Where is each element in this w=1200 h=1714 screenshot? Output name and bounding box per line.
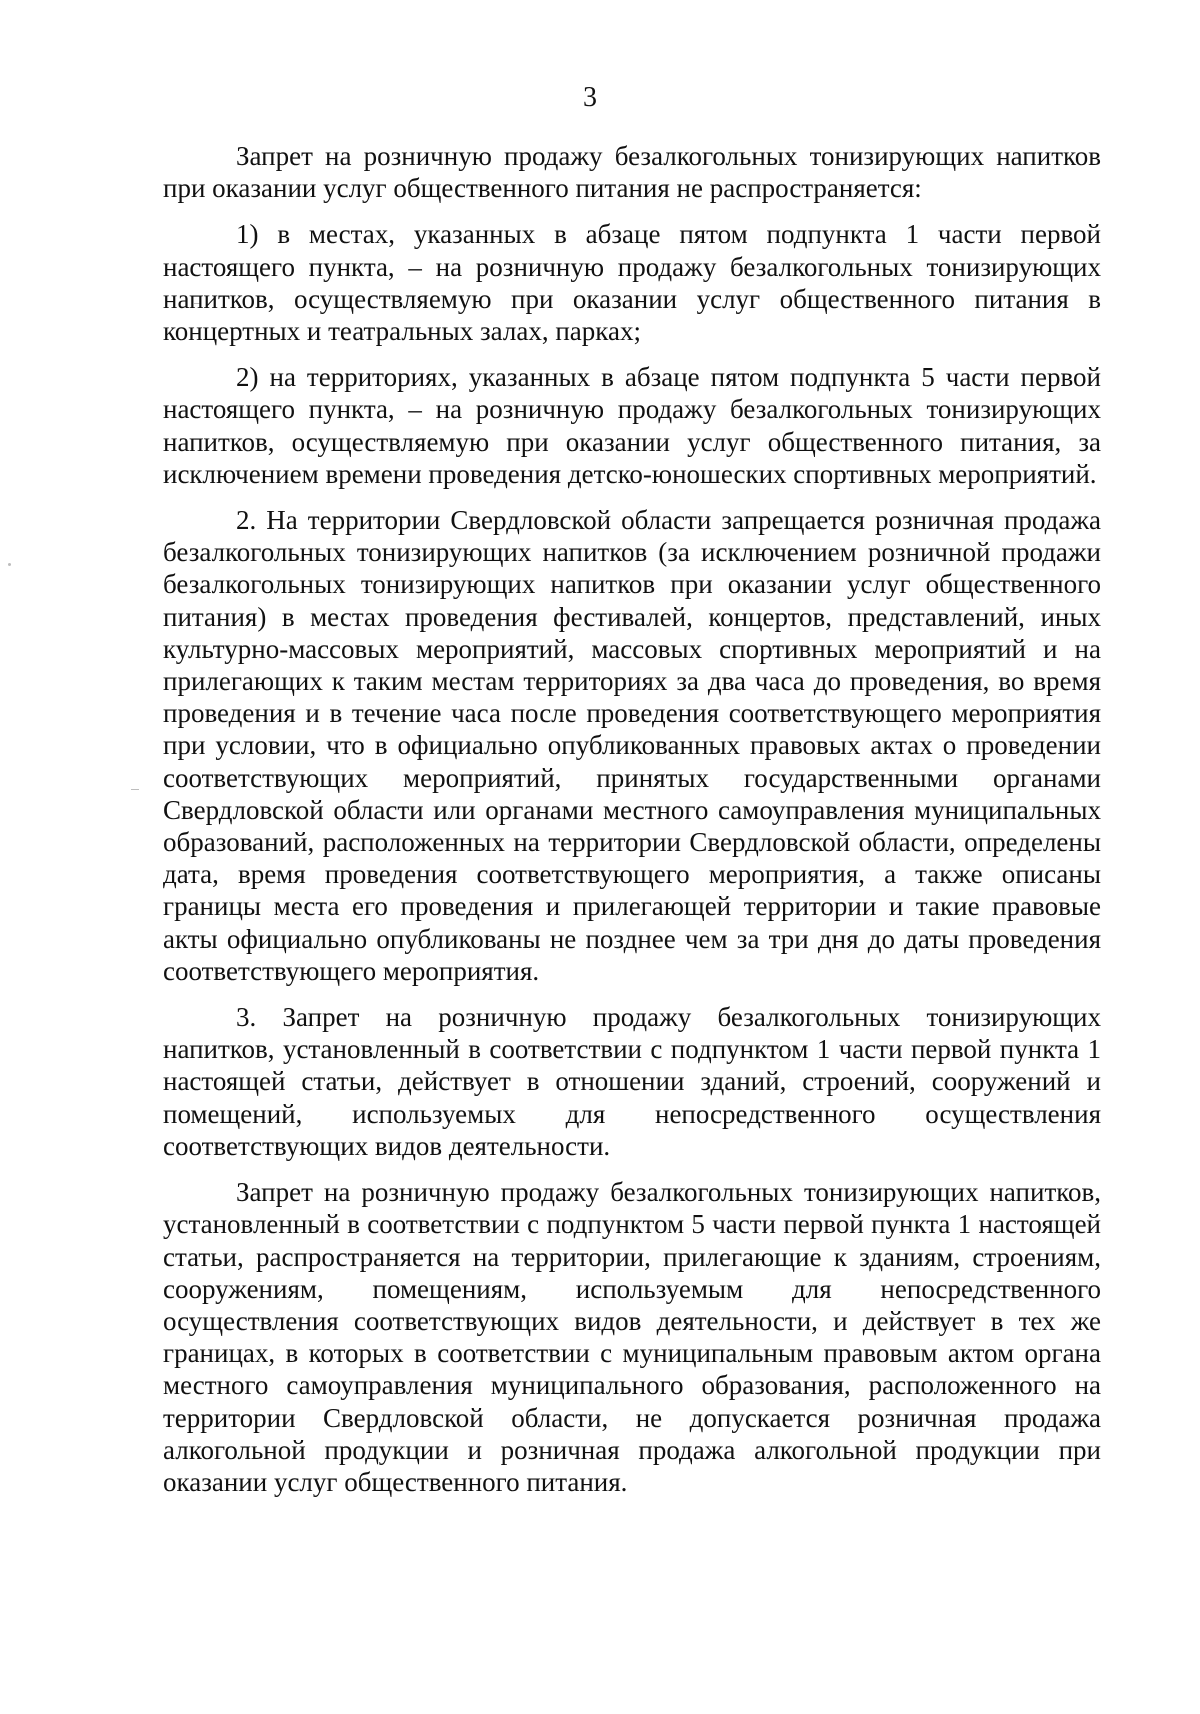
scan-mark	[131, 789, 139, 790]
paragraph-section-3-continued: Запрет на розничную продажу безалкогольных тонизирующих напитков, установленный в соответствии с подпунктом 5 части первой пункта 1 настоящей статьи, распространяется на территории, прилегающие к зданиям, строениям, сооружениям, помещениям, используемым для непосредственного осуществления соответствующих видов деятельности, и действует в тех же границах, в которых в соответствии с муниципальным правовым актом органа местного самоуправления муниципального образования, расположенного на территории Свердловской области, не допускается розничная продажа алкогольной продукции и розничная продажа алкогольной продукции при оказании услуг общественного питания.	[163, 1177, 1101, 1497]
paragraph-exemption-1: 1) в местах, указанных в абзаце пятом подпункта 1 части первой настоящего пункта, – на розничную продажу безалкогольных тонизирующих напитков, осуществляемую при оказании услуг общественного питания в концертных и театральных залах, парках;	[163, 219, 1101, 347]
paragraph-exemptions-intro: Запрет на розничную продажу безалкогольных тонизирующих напитков при оказании услуг общественного питания не распространяется:	[163, 141, 1101, 204]
page-number: 3	[583, 82, 597, 113]
paragraph-section-2: 2. На территории Свердловской области запрещается розничная продажа безалкогольных тонизирующих напитков (за исключением розничной продажи безалкогольных тонизирующих напитков при оказании услуг общественного питания) в местах проведения фестивалей, концертов, представлений, иных культурно-массовых мероприятий, массовых спортивных мероприятий и на прилегающих к таким местам территориях за два часа до проведения, во время проведения и в течение часа после проведения соответствующего мероприятия при условии, что в официально опубликованных правовых актах о проведении соответствующих мероприятий, принятых государственными органами Свердловской области или органами местного самоуправления муниципальных образований, расположенных на территории Свердловской области, определены дата, время проведения соответствующего мероприятия, а также описаны границы места его проведения и прилегающей территории и такие правовые акты официально опубликованы не позднее чем за три дня до даты проведения соответствующего мероприятия.	[163, 505, 1101, 986]
document-body	[163, 140, 1101, 1498]
paragraph-exemption-2: 2) на территориях, указанных в абзаце пятом подпункта 5 части первой настоящего пункта, – на розничную продажу безалкогольных тонизирующих напитков, осуществляемую при оказании услуг общественного питания, за исключением времени проведения детско-юношеских спортивных мероприятий.	[163, 362, 1101, 489]
scan-speck	[8, 563, 11, 566]
paragraph-section-3: 3. Запрет на розничную продажу безалкогольных тонизирующих напитков, установленный в соответствии с подпунктом 1 части первой пункта 1 настоящей статьи, действует в отношении зданий, строений, сооружений и помещений, используемых для непосредственного осуществления соответствующих видов деятельности.	[163, 1002, 1101, 1161]
